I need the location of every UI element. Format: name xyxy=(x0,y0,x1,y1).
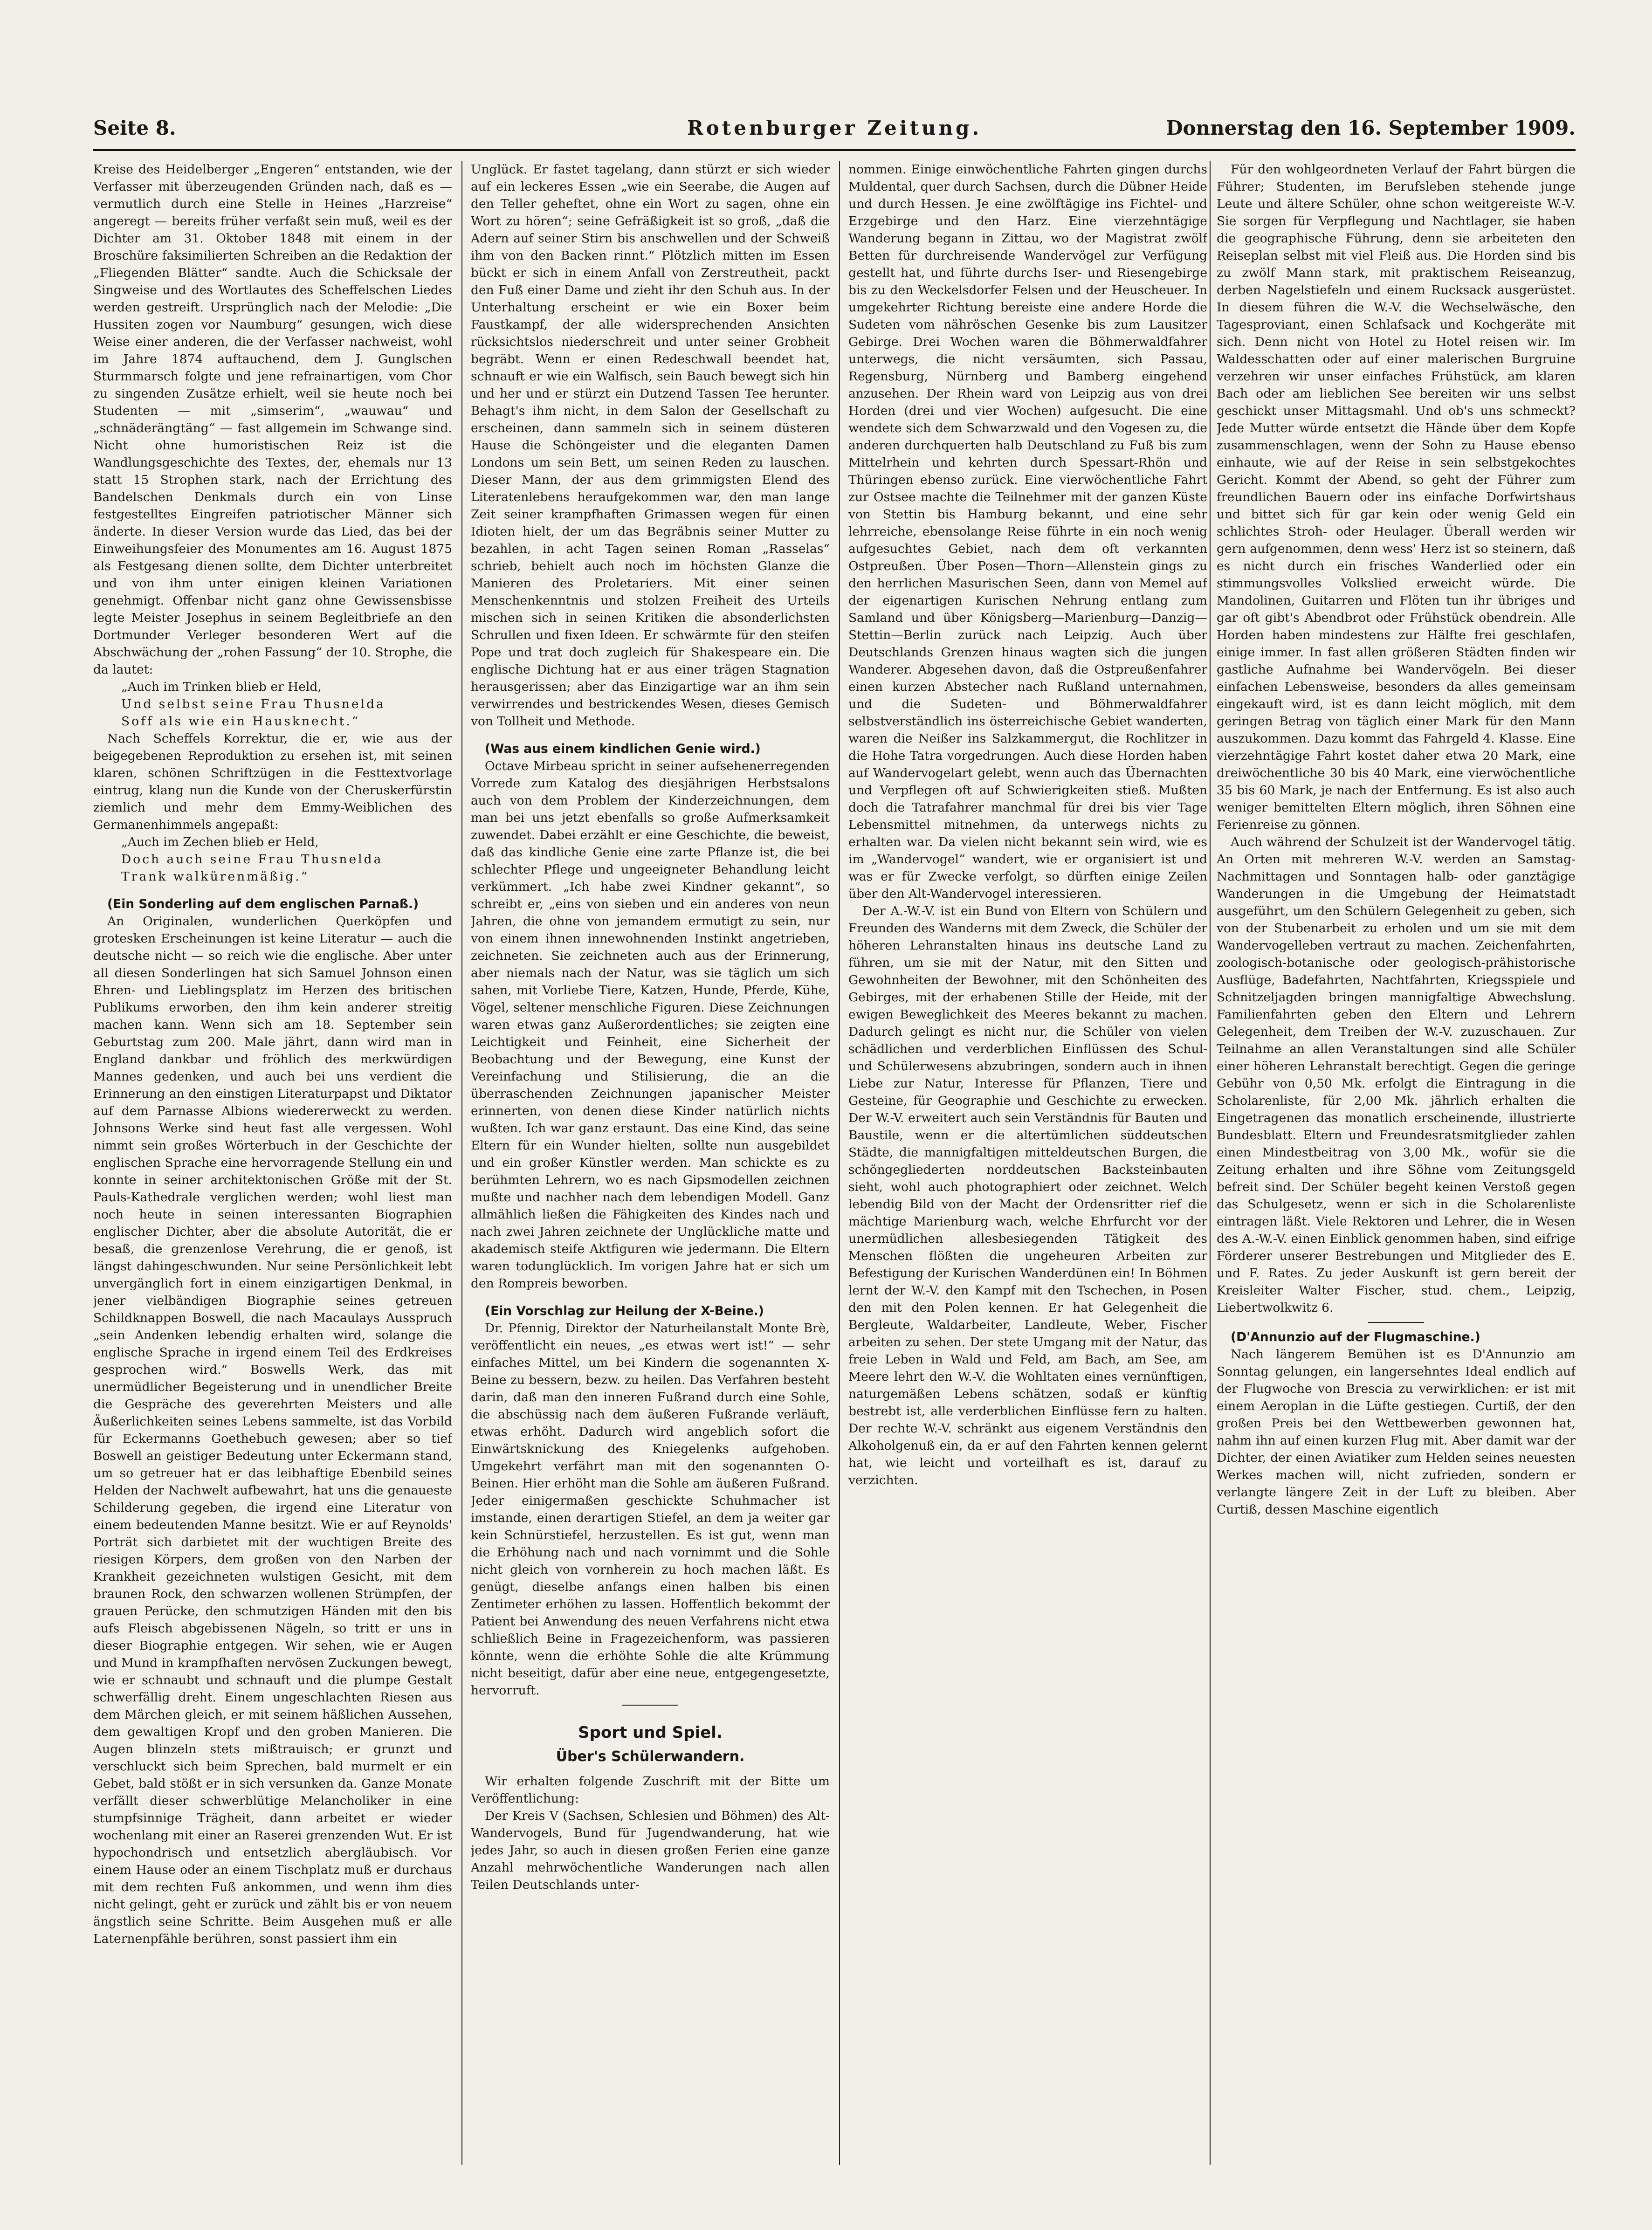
column-divider xyxy=(461,161,462,2165)
article-text: Der A.-W.-V. ist ein Bund von Eltern von Schülern und Freunden des Wanderns mit dem Zweck, die Schüler der höheren Lehranstalten hinaus ins deutsche Land zu führen, um sie mit der Natur, mit den Sitten und Gewohnheiten der Bewohner, mit den Schönheiten des Gebirges, mit der erhabenen Stille der Heide, mit der ewigen Beweglichkeit des Meeres bekannt zu machen. Dadurch gelingt es nicht nur, die Schüler von vielen schädlichen und verderblichen Einflüssen des Schul- und Schülerwesens abzubringen, sondern auch in ihnen Liebe zur Natur, Interesse für Pflanzen, Tiere und Gesteine, für Geographie und Geschichte zu erwecken. Der W.-V. erweitert auch sein Verständnis für Bauten und Baustile, wenn er die altertümlichen süddeutschen Städte, die mannigfaltigen mitteldeutschen Burgen, die schöngegliederten norddeutschen Backsteinbauten sieht, wohl auch photographiert oder zeichnet. Welch lebendig Bild von der Macht der Ordensritter rief die mächtige Marienburg wach, welche Ehrfurcht vor der unermüdlichen allesbesiegenden Tätigkeit des Menschen flößten die ungeheuren Arbeiten zur Befestigung der Kurischen Wanderdünen ein! In Böhmen lernt der W.-V. den Kampf mit den Tschechen, in Posen den mit den Polen kennen. Er hat Gelegenheit die Bergleute, Waldarbeiter, Landleute, Weber, Fischer arbeiten zu sehen. Der stete Umgang mit der Natur, das freie Leben in Wald und Feld, am Bach, am See, am Meere lehrt den W.-V. die Wohltaten eines vernünftigen, naturgemäßen Lebens schätzen, sodaß er künftig bestrebt ist, alle verderblichen Einflüsse fern zu halten. Der rechte W.-V. schränkt aus eigenem Verständnis den Alkoholgenuß ein, da er auf den Fahrten kennen gelernt hat, wie leicht und vorteilhaft es ist, darauf zu verzichten. xyxy=(848,904,1207,1487)
article-text: Der Kreis V (Sachsen, Schlesien und Böhmen) des Alt-Wandervogels, Bund für Jugendwanderung, hat wie jedes Jahr, so auch in diesen großen Ferien eine ganze Anzahl mehrwöchentliche Wanderungen nach allen Teilen Deutschlands unter- xyxy=(471,1809,830,1892)
article-text: Auch während der Schulzeit ist der Wandervogel tätig. An Orten mit mehreren W.-V. werden an Samstag-Nachmittagen und Sonntagen halb- oder ganztägige Wanderungen in die Umgebung der Heimatstadt ausgeführt, um den Schülern Gelegenheit zu geben, sich von der Stubenarbeit zu erholen und um sie mit dem Wandervogelleben vertraut zu machen. Zeichenfahrten, zoologisch-botanische oder geologisch-prähistorische Ausflüge, Badefahrten, Nachtfahrten, Kriegsspiele und Schnitzeljagden bringen mannigfaltige Abwechslung. Familienfahrten geben den Eltern und Lehrern Gelegenheit, dem Treiben der W.-V. zuzuschauen. Zur Teilnahme an allen Veranstaltungen sind alle Schüler einer höheren Lehranstalt berechtigt. Gegen die geringe Gebühr von 0,50 Mk. erfolgt die Eintragung in die Scholarenliste, für 2,00 Mk. jährlich erhalten die Eingetragenen das monatlich erscheinende, illustrierte Bundesblatt. Eltern und Freundesratsmitglieder zahlen einen Mindestbeitrag von 3,00 Mk., wofür sie die Zeitung erhalten und ihre Söhne vom Zeitungsgeld befreit sind. Der Schüler begeht keinen Verstoß gegen das Schulgesetz, wenn er sich in die Scholarenliste eintragen läßt. Viele Rektoren und Lehrer, die in Wesen des A.-W.-V. einen Einblick genommen haben, sind eifrige Förderer unserer Bestrebungen und Mitglieder des E. und F. Rates. Zu jeder Auskunft ist gern bereit der Kreisleiter Walter Fischer, stud. chem., Leipzig, Liebertwolkwitz 6. xyxy=(1217,835,1576,1315)
section-rule xyxy=(622,1705,678,1706)
verse-line: Und selbst seine Frau Thusnelda xyxy=(121,697,385,711)
section-rule xyxy=(1368,1322,1424,1323)
article-text: Nach längerem Bemühen ist es D'Annunzio am Sonntag gelungen, ein langersehntes Ideal endlich auf der Flugwoche von Brescia zu verwirklichen: er ist mit einem Aeroplan in die Lüfte gestiegen. Curtiß, der den großen Preis bei den Wettbewerben gewonnen hat, nahm ihn auf einen kurzen Flug mit. Aber damit war der Dichter, der einen Aviatiker zum Helden seines neuesten Werkes machen will, nicht zufrieden, sondern er verlangte längere Zeit in der Luft zu bleiben. Aber Curtiß, dessen Maschine eigentlich xyxy=(1217,1347,1576,1517)
article-text: Unglück. Er fastet tagelang, dann stürzt er sich wieder auf ein leckeres Essen „wie ein Seerabe, die Augen auf den Teller geheftet, ohne ein Wort zu sagen, ohne ein Wort zu hören“; seine Gefräßigkeit ist so groß, „daß die Adern auf seiner Stirn bis anschwellen und der Schweiß ihm von den Backen rinnt.“ Plötzlich mitten im Essen bückt er sich in einem Anfall von Zerstreutheit, packt den Fuß einer Dame und zieht ihr den Schuh aus. In der Unterhaltung erscheint er wie ein Boxer beim Faustkampf, der alle widersprechenden Ansichten rücksichtslos niederschreit und unter seiner Grobheit begräbt. Wenn er einen Redeschwall beendet hat, schnauft er wie ein Walfisch, sein Bauch bewegt sich hin und her und er stürzt ein Dutzend Tassen Tee herunter. Behagt's ihm nicht, in dem Salon der Gesellschaft zu erscheinen, dann sammeln sich in seinem düsteren Hause die Schöngeister und die eleganten Damen Londons um sein Bett, um seinen Reden zu lauschen. Dieser Mann, der aus dem grimmigsten Elend des Literatenlebens heraufgekommen war, den man lange Zeit seiner krampfhaften Grimassen wegen für einen Idioten hielt, der um das Begräbnis seiner Mutter zu bezahlen, in acht Tagen seinen Roman „Rasselas“ schrieb, behielt auch noch im höchsten Glanze die Manieren des Proletariers. Mit einer seinen Menschenkenntnis und stolzen Freiheit des Urteils mischen sich in seinen Kritiken die absonderlichsten Schrullen und fixen Ideen. Er schwärmte für den steifen Pope und trat doch zugleich für Shakespeare ein. Die englische Dichtung hat er aus einer trägen Stagnation herausgerissen; aber das Einzigartige war an ihm sein verwirrendes und bestrickendes Wesen, dieses Gemisch von Tollheit und Methode. xyxy=(471,162,830,729)
page-number: Seite 8. xyxy=(93,117,176,139)
issue-date: Donnerstag den 16. September 1909. xyxy=(1166,117,1576,139)
header-rule xyxy=(93,149,1576,151)
article-text: nommen. Einige einwöchentliche Fahrten gingen durchs Muldental, quer durch Sachsen, durch die Dübner Heide und durch Hessen. Je eine zwölftägige ins Fichtel- und Erzgebirge und den Harz. Eine vierzehntägige Wanderung begann in Zittau, wo der Magistrat zwölf Betten für durchreisende Wandervögel zur Verfügung gestellt hat, und führte durchs Iser- und Riesengebirge bis zu den Weckelsdorfer Felsen und der Heuscheuer. In umgekehrter Richtung bereiste eine andere Horde die Sudeten vom nähröschen Gesenke bis zum Lausitzer Gebirge. Drei Wochen waren die Böhmerwaldfahrer unterwegs, die nicht versäumten, sich Passau, Regensburg, Nürnberg und Bamberg eingehend anzusehen. Der Rhein ward von Leipzig aus von drei Horden (drei und vier Wochen) aufgesucht. Die eine wendete sich dem Schwarzwald und den Vogesen zu, die anderen durchquerten halb Deutschland zu Fuß bis zum Mittelrhein und kehrten durch Spessart-Rhön und Thüringen ebenso zurück. Eine vierwöchentliche Fahrt zur Ostsee machte die Teilnehmer mit der ganzen Küste von Stettin bis Hamburg bekannt, und eine sehr lehrreiche, ebensolange Reise führte in ein noch wenig aufgesuchtes Gebiet, nach dem oft verkannten Ostpreußen. Über Posen—Thorn—Allenstein gings zu den herrlichen Masurischen Seen, dann von Memel auf der eigenartigen Kurischen Nehrung entlang zum Samland und über Königsberg—Marienburg—Danzig—Stettin—Berlin zurück nach Leipzig. Auch über Deutschlands Grenzen hinaus wagten sich die jungen Wanderer. Abgesehen davon, daß die Ostpreußenfahrer einen kurzen Abstecher nach Rußland unternahmen, und die Sudeten- und Böhmerwaldfahrer selbstverständlich ins österreichische Gebiet wanderten, waren die Neißer ins Salzkammergut, die Rochlitzer in die Hohe Tatra vorgedrungen. Auch diese Horden haben auf Wandervogelart gelebt, wenn auch das Übernachten und Verpflegen oft auf Schwierigkeiten stieß. Mußten doch die Tatrafahrer manchmal für drei bis vier Tage Lebensmittel mitnehmen, da unterwegs nichts zu erhalten war. Da vielen nicht bekannt sein wird, wie es im „Wandervogel“ wandert, wie er organisiert ist und was er für Zwecke verfolgt, so dürften einige Zeilen über den Alt-Wandervogel interessieren. xyxy=(848,162,1207,901)
article-heading: (Was aus einem kindlichen Genie wird.) xyxy=(485,742,761,756)
article-text: Für den wohlgeordneten Verlauf der Fahrt bürgen die Führer; Studenten, im Berufsleben stehende junge Leute und ältere Schüler, ohne schon weitgereiste W.-V. Sie sorgen für Verpflegung und Nachtlager, sie haben die geographische Führung, denn sie arbeiteten den Reiseplan selbst mit viel Fleiß aus. Die Horden sind bis zu zwölf Mann stark, mit praktischem Reiseanzug, derben Nagelstiefeln und einem Rucksack ausgerüstet. In diesem führen die W.-V. die Wechselwäsche, den Tagesproviant, einen Schlafsack und Kochgeräte mit sich. Denn nicht von Hotel zu Hotel reisen wir. Im Waldesschatten oder auf einer malerischen Burgruine verzehren wir unser einfaches Frühstück, am klaren Bach oder am lieblichen See bereiten wir uns selbst geschickt unser Mittagsmahl. Und ob's uns schmeckt? Jede Mutter würde entsetzt die Hände über dem Kopfe zusammenschlagen, wenn der Sohn zu Hause ebenso einhaute, wie auf der Reise in sein selbstgekochtes Gericht. Kommt der Abend, so geht der Führer zum freundlichen Bauern oder ins einfache Dorfwirtshaus und bittet sich für gar kein oder wenig Geld ein schlichtes Stroh- oder Heulager. Überall werden wir gern aufgenommen, denn wess' Herz ist so steinern, daß es nicht durch ein frisches Wanderlied oder ein stimmungsvolles Volkslied erweicht würde. Die Mandolinen, Guitarren und Flöten tun ihr übriges und gar oft gibt's Abendbrot oder Frühstück obendrein. Alle Horden haben mindestens zur Hälfte frei geschlafen, einige immer. In fast allen größeren Städten finden wir gastliche Aufnahme bei Wandervögeln. Bei dieser einfachen Lebensweise, besonders da alles gemeinsam eingekauft wird, ist es dann leicht möglich, mit dem geringen Betrag von täglich einer Mark für den Mann auszukommen. Dazu kommt das Fahrgeld 4. Klasse. Eine vierzehntägige Fahrt kostet daher etwa 20 Mark, eine dreiwöchentliche 30 bis 40 Mark, eine vierwöchentliche 35 bis 60 Mark, je nach der Entfernung. Es ist also auch weniger bemittelten Eltern möglich, ihren Söhnen eine Ferienreise zu gönnen. xyxy=(1217,162,1576,832)
column-2 xyxy=(471,161,830,2165)
article-heading: (Ein Vorschlag zur Heilung der X-Beine.) xyxy=(485,1304,764,1318)
verse-line: Doch auch seine Frau Thusnelda xyxy=(121,852,383,867)
newspaper-page xyxy=(93,117,1576,2191)
newspaper-title: Rotenburger Zeitung. xyxy=(687,117,982,139)
article-heading: (D'Annunzio auf der Flugmaschine.) xyxy=(1231,1330,1480,1344)
column-4 xyxy=(1217,161,1576,2165)
verse-line: Trank walkürenmäßig.“ xyxy=(121,869,310,884)
article-heading: (Ein Sonderling auf dem englischen Parnaß.) xyxy=(107,897,419,911)
column-1 xyxy=(93,161,452,2165)
article-text: Wir erhalten folgende Zuschrift mit der Bitte um Veröffentlichung: xyxy=(471,1774,830,1806)
verse-line: „Auch im Trinken blieb er Held, xyxy=(121,680,322,694)
article-text: Nach Scheffels Korrektur, die er, wie aus der beigegebenen Reproduktion zu ersehen ist, mit seinen klaren, schönen Schriftzügen in die Festtextvorlage eintrug, klang nun die Kunde von der Cheruskerfürstin ziemlich und mehr dem Emmy-Weiblichen des Germanenhimmels angepaßt: xyxy=(93,731,452,832)
column-3 xyxy=(848,161,1207,2165)
article-text: Kreise des Heidelberger „Engeren“ entstanden, wie der Verfasser mit überzeugenden Gründen nach, daß es — vermutlich durch eine Stelle in Heines „Harzreise“ angeregt — bereits früher verfaßt sein muß, weil es der Dichter am 31. Oktober 1848 mit einem in der Broschüre faksimilierten Schreiben an die Redaktion der „Fliegenden Blätter“ sandte. Auch die Schicksale der Singweise und des Wortlautes des Scheffelschen Liedes werden gestreift. Ursprünglich nach der Melodie: „Die Hussiten zogen vor Naumburg“ gesungen, wich diese Weise einer anderen, die der Verfasser nachweist, wohl im Jahre 1874 auftauchend, dem J. Gunglschen Sturmmarsch folgte und jene refrainartigen, vom Chor zu singenden Zusätze erhielt, weil sie heute noch bei Studenten — mit „simserim“, „wauwau“ und „schnäderängtäng“ — fast allgemein im Schwange sind. Nicht ohne humoristischen Reiz ist die Wandlungsgeschichte des Textes, der, ehemals nur 13 statt 15 Strophen stark, nach der Errichtung des Bandelschen Denkmals durch ein von Linse festgestelltes Eingreifen patriotischer Männer sich änderte. In dieser Version wurde das Lied, das bei der Einweihungsfeier des Monumentes am 16. August 1875 als Festgesang dienen sollte, dem Dichter unterbreitet und von ihm unter einigen kleinen Variationen genehmigt. Offenbar nicht ganz ohne Gewissensbisse legte Meister Josephus in seinem Begleitbriefe an den Dortmunder Verleger besonderen Wert auf die Abschwächung der „rohen Fassung“ der 10. Strophe, die da lautet: xyxy=(93,162,452,677)
section-title: Sport und Spiel. xyxy=(578,1723,723,1742)
article-text: Dr. Pfennig, Direktor der Naturheilanstalt Monte Brè, veröffentlicht ein neues, „es etwas wert ist!“ — sehr einfaches Mittel, um bei Kindern die sogenannten X-Beine zu bessern, bezw. zu heilen. Das Verfahren besteht darin, daß man den inneren Fußrand durch eine Sohle, die abschüssig nach dem äußeren Fußrande verläuft, etwas erhöht. Dadurch wird angeblich sofort die Einwärtsknickung des Kniegelenks aufgehoben. Umgekehrt verfährt man mit den sogenannten O-Beinen. Hier erhöht man die Sohle am äußeren Fußrand. Jeder einigermaßen geschickte Schuhmacher ist imstande, einen derartigen Stiefel, an dem ja weiter gar kein Schnürstiefel, herzustellen. Es ist gut, wenn man die Erhöhung nach und nach vornimmt und die Sohle nicht gleich von vornherein zu hoch machen läßt. Es genügt, dieselbe anfangs einen halben bis einen Zentimeter erhöhen zu lassen. Hoffentlich bekommt der Patient bei Anwendung des neuen Verfahrens nicht etwa schließlich Beine in Fragezeichenform, was passieren könnte, wenn die erhöhte Sohle die alte Krümmung nicht beseitigt, dafür aber eine neue, entgegengesetzte, hervorruft. xyxy=(471,1321,830,1698)
column-divider xyxy=(839,161,840,2165)
article-text: Octave Mirbeau spricht in seiner aufsehenerregenden Vorrede zum Katalog des diesjährigen Herbstsalons auch von dem Problem der Kinderzeichnungen, dem man bei uns jetzt ebenfalls so große Aufmerksamkeit zuwendet. Dabei erzählt er eine Geschichte, die beweist, daß das kindliche Genie eine zarte Pflanze ist, die bei schlechter Pflege und ungeeigneter Behandlung leicht verkümmert. „Ich habe zwei Kindner gekannt“, so schreibt er, „eins von sieben und ein anderes von neun Jahren, die ohne von jemandem ermutigt zu sein, nur von einem ihnen innewohnenden Instinkt angetrieben, zeichneten. Sie zeichneten auch aus der Erinnerung, aber niemals nach der Natur, was sie täglich um sich sahen, mit Vorliebe Tiere, Katzen, Hunde, Pferde, Kühe, Vögel, seltener menschliche Figuren. Diese Zeichnungen waren etwas ganz Außerordentliches; sie zeigten eine Leichtigkeit und Feinheit, eine Sicherheit der Beobachtung und der Bewegung, eine Kunst der Vereinfachung und Stilisierung, die an die überraschenden Zeichnungen japanischer Meister erinnerten, von denen diese Kinder natürlich nichts wußten. Ich war ganz erstaunt. Das eine Kind, das seine Eltern für ein Wunder hielten, sollte nun ausgebildet und ein großer Künstler werden. Man schickte es zu berühmten Lehrern, wo es nach Gipsmodellen zeichnen mußte und nachher nach dem lebendigen Modell. Ganz allmählich ließen die Fähigkeiten des Kindes nach und nach zwei Jahren zeichnete der Unglückliche matte und akademisch steife Aktfiguren wie jedermann. Die Eltern waren todunglücklich. Im vorigen Jahre hat er sich um den Rompreis beworben. xyxy=(471,759,830,1291)
section-subtitle: Über's Schülerwandern. xyxy=(556,1748,745,1765)
page-header xyxy=(93,117,1576,145)
column-divider xyxy=(1210,161,1211,2165)
article-text: An Originalen, wunderlichen Querköpfen und grotesken Erscheinungen ist keine Literatur — auch die deutsche nicht — so reich wie die englische. Aber unter all diesen Sonderlingen hat sich Samuel Johnson einen Ehren- und Lieblingsplatz im Herzen des britischen Publikums erworben, den ihm kein anderer streitig machen kann. Wenn sich am 18. September sein Geburtstag zum 200. Male jährt, dann wird man in England dankbar und fröhlich des merkwürdigen Mannes gedenken, und auch bei uns verdient die Erinnerung an den einstigen Literaturpapst und Diktator auf dem Parnasse Albions wiedererweckt zu werden. Johnsons Werke sind heut fast alle vergessen. Wohl nimmt sein großes Wörterbuch in der Geschichte der englischen Sprache eine hervorragende Stellung ein und konnte in seiner architektonischen Größe mit der St. Pauls-Kathedrale verglichen werden; wohl liest man noch heute in seinen interessanten Biographien englischer Dichter, aber die absolute Autorität, die er besaß, die grenzenlose Verehrung, die er genoß, ist längst dahingeschwunden. Nur seine Persönlichkeit lebt unvergänglich fort in einem einzigartigen Denkmal, in jener vielbändigen Biographie seines getreuen Schildknappen Boswell, die nach Macaulays Ausspruch „sein Andenken lebendig erhalten wird, solange die englische Sprache in irgend einem Teil des Erdkreises gesprochen wird.“ Boswells Werk, das mit unermüdlicher Begeisterung und in unendlicher Breite die Gespräche des geverehrten Meisters und alle Äußerlichkeiten seines Lebens sammelte, ist das Vorbild für Eckermanns Goethebuch gewesen; aber so tief Boswell an geistiger Bedeutung unter Eckermann stand, um so getreuer hat er das leibhaftige Ebenbild seines Helden der Nachwelt aufbewahrt, hat uns die genaueste Schilderung gegeben, die irgend eine Literatur von einem bedeutenden Manne besitzt. Wie er auf Reynolds' Porträt sich darbietet mit der wuchtigen Breite des riesigen Körpers, dem großen von den Narben der Krankheit gezeichneten wulstigen Gesicht, mit dem braunen Rock, den schwarzen wollenen Strümpfen, der grauen Perücke, den schmutzigen Händen mit den bis aufs Fleisch abgebissenen Nägeln, so tritt er uns in dieser Biographie entgegen. Wir sehen, wie er Augen und Mund in krampfhaften nervösen Zuckungen bewegt, wie er schnaubt und schnauft und die plumpe Gestalt schwerfällig dreht. Einem ungeschlachten Riesen aus dem Märchen gleich, er mit seinem häßlichen Aussehen, dem gewaltigen Kropf und den groben Manieren. Die Augen blinzeln stets mißtrauisch; er grunzt und verschluckt sich beim Sprechen, bald murmelt er ein Gebet, bald stößt er in sich versunken da. Ganze Monate verfällt dieser schwerblütige Melancholiker in eine stumpfsinnige Trägheit, dann arbeitet er wieder wochenlang mit einer an Raserei grenzenden Wut. Er ist hypochondrisch und entsetzlich abergläubisch. Vor einem Hause oder an einem Tischplatz muß er durchaus mit dem rechten Fuß ankommen, und wenn ihm dies nicht gelingt, geht er zurück und zählt bis er von neuem ängstlich seine Schritte. Beim Ausgehen muß er alle Laternenpfähle berühren, sonst passiert ihm ein xyxy=(93,914,452,1946)
verse-line: Soff als wie ein Hausknecht.“ xyxy=(121,714,360,729)
verse-line: „Auch im Zechen blieb er Held, xyxy=(121,835,319,849)
